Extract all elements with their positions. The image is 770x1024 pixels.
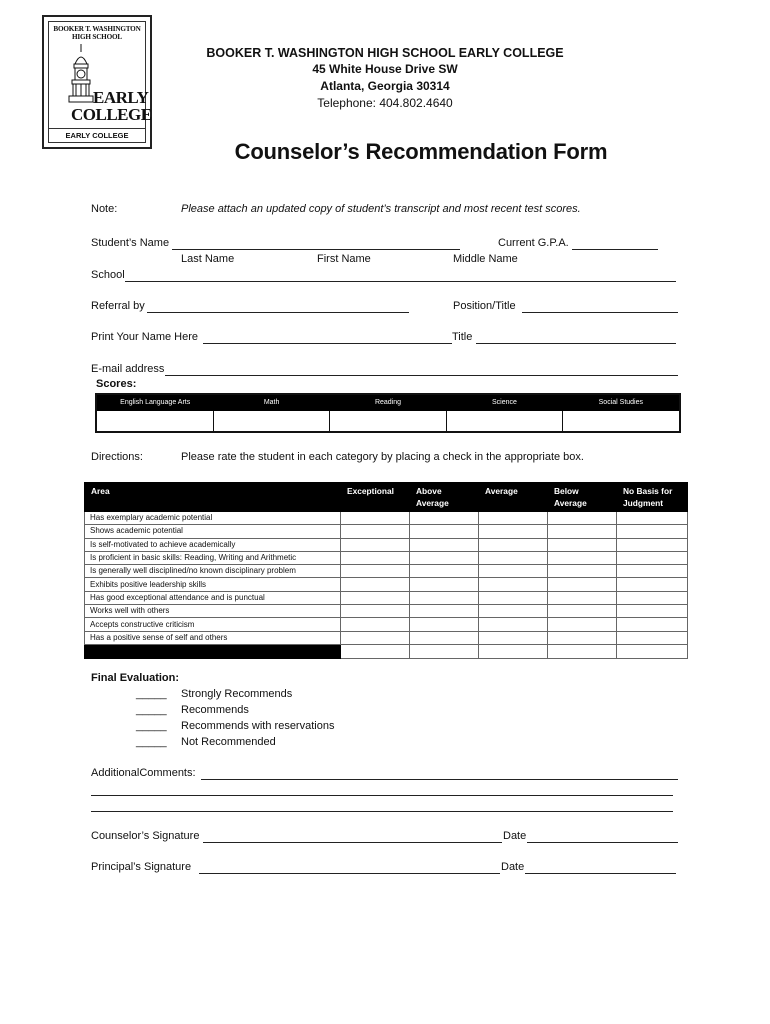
comments-line-3[interactable] (91, 811, 673, 812)
rating-check-average[interactable] (479, 631, 548, 644)
rating-check-average[interactable] (479, 538, 548, 551)
table-row (85, 578, 688, 591)
first-name-label: First Name (317, 253, 371, 265)
gpa-field[interactable] (572, 249, 658, 250)
logo-early: EARLY (93, 88, 149, 107)
logo-top-text: BOOKER T. WASHINGTON HIGH SCHOOL (53, 25, 141, 41)
rating-check-above-average[interactable] (410, 551, 479, 564)
scores-col-reading: Reading (374, 399, 402, 406)
header-above-average: Above Average (410, 483, 479, 512)
rating-check-no-basis[interactable] (617, 591, 688, 604)
student-name-label: Student’s Name (91, 237, 170, 249)
blank-check-above-average[interactable] (410, 644, 479, 658)
form-title: Counselor’s Recommendation Form (234, 139, 608, 164)
table-row (85, 618, 688, 631)
rating-check-below-average[interactable] (548, 578, 617, 591)
table-row (85, 631, 688, 644)
table-row (85, 538, 688, 551)
print-name-field[interactable] (203, 343, 452, 344)
student-name-field[interactable] (172, 249, 460, 250)
rating-check-exceptional[interactable] (341, 591, 410, 604)
rating-check-above-average[interactable] (410, 565, 479, 578)
school-city: Atlanta, Georgia 30314 (320, 79, 450, 93)
rating-check-exceptional[interactable] (341, 565, 410, 578)
header-area: Area (85, 483, 341, 512)
final-blank-1[interactable]: _____ (136, 688, 167, 700)
header-no-basis: No Basis for Judgment (617, 483, 688, 512)
rating-check-average[interactable] (479, 551, 548, 564)
rating-check-no-basis[interactable] (617, 605, 688, 618)
rating-check-above-average[interactable] (410, 512, 479, 525)
science-score-cell[interactable] (446, 411, 563, 433)
rating-area-label: Accepts constructive criticism (85, 618, 341, 631)
email-label: E-mail address (91, 363, 165, 375)
rating-check-below-average[interactable] (548, 512, 617, 525)
rating-check-average[interactable] (479, 605, 548, 618)
option-recommends-with-reservations: Recommends with reservations (181, 720, 335, 732)
rating-check-no-basis[interactable] (617, 565, 688, 578)
rating-check-above-average[interactable] (410, 591, 479, 604)
principal-signature-field[interactable] (199, 873, 500, 874)
rating-check-no-basis[interactable] (617, 538, 688, 551)
rating-check-no-basis[interactable] (617, 551, 688, 564)
scores-col-social-studies: Social Studies (598, 399, 643, 406)
final-blank-3[interactable]: _____ (136, 720, 167, 732)
final-blank-2[interactable]: _____ (136, 704, 167, 716)
table-row (85, 605, 688, 618)
rating-check-average[interactable] (479, 512, 548, 525)
rating-check-average[interactable] (479, 578, 548, 591)
rating-check-no-basis[interactable] (617, 631, 688, 644)
option-recommends: Recommends (181, 704, 249, 716)
directions-label: Directions: (91, 451, 143, 463)
school-phone: Telephone: 404.802.4640 (317, 96, 453, 110)
rating-check-no-basis[interactable] (617, 525, 688, 538)
rating-check-no-basis[interactable] (617, 618, 688, 631)
rating-check-average[interactable] (479, 591, 548, 604)
table-row (85, 525, 688, 538)
rating-check-above-average[interactable] (410, 631, 479, 644)
rating-check-above-average[interactable] (410, 525, 479, 538)
rating-check-no-basis[interactable] (617, 578, 688, 591)
counselor-signature-field[interactable] (203, 842, 502, 843)
position-field[interactable] (522, 312, 678, 313)
rating-area-label: Has a positive sense of self and others (85, 631, 341, 644)
math-score-cell[interactable] (213, 411, 330, 433)
scores-header-row (97, 395, 679, 411)
rating-check-below-average[interactable] (548, 591, 617, 604)
final-evaluation-label: Final Evaluation: (91, 672, 180, 684)
social-studies-score-cell[interactable] (562, 411, 679, 433)
rating-area-label: Works well with others (85, 605, 341, 618)
logo-bottom-text: EARLY COLLEGE (49, 128, 145, 140)
rating-check-below-average[interactable] (548, 525, 617, 538)
rating-check-below-average[interactable] (548, 618, 617, 631)
scores-col-science: Science (491, 399, 517, 406)
rating-area-label: Has good exceptional attendance and is punctual (85, 591, 341, 604)
rating-header-row (85, 483, 688, 512)
rating-check-below-average[interactable] (548, 631, 617, 644)
note-label: Note: (91, 203, 118, 215)
counselor-signature-label: Counselor’s Signature (91, 830, 200, 842)
title-label: Title (452, 331, 473, 343)
rating-check-exceptional[interactable] (341, 631, 410, 644)
table-row-blank (85, 644, 688, 658)
blank-area-cell (85, 644, 341, 658)
rating-check-average[interactable] (479, 525, 548, 538)
directions-text: Please rate the student in each category by placing a check in the appropriate box. (181, 451, 584, 463)
scores-entry-row (97, 411, 679, 433)
rating-check-exceptional[interactable] (341, 605, 410, 618)
last-name-label: Last Name (181, 253, 235, 265)
rating-check-above-average[interactable] (410, 605, 479, 618)
table-row (85, 551, 688, 564)
rating-area-label: Is generally well disciplined/no known disciplinary problem (85, 565, 341, 578)
counselor-date-label: Date (503, 830, 527, 842)
principal-date-label: Date (501, 861, 525, 873)
rating-check-exceptional[interactable] (341, 618, 410, 631)
header-below-average: Below Average (548, 483, 617, 512)
rating-area-label: Shows academic potential (85, 525, 341, 538)
title-field[interactable] (476, 343, 676, 344)
comments-line-2[interactable] (91, 795, 673, 796)
blank-check-exceptional[interactable] (341, 644, 410, 658)
rating-check-exceptional[interactable] (341, 512, 410, 525)
scores-label: Scores: (96, 378, 137, 390)
referral-field[interactable] (147, 312, 409, 313)
rating-check-below-average[interactable] (548, 565, 617, 578)
comments-line-1[interactable] (201, 779, 678, 780)
rating-check-exceptional[interactable] (341, 525, 410, 538)
blank-check-no-basis[interactable] (617, 644, 688, 658)
blank-check-average[interactable] (479, 644, 548, 658)
referral-label: Referral by (91, 300, 145, 312)
position-label: Position/Title (453, 300, 516, 312)
rating-area-label: Is proficient in basic skills: Reading, Writing and Arithmetic (85, 551, 341, 564)
school-field[interactable] (125, 281, 676, 282)
rating-check-above-average[interactable] (410, 578, 479, 591)
rating-check-exceptional[interactable] (341, 538, 410, 551)
gpa-label: Current G.P.A. (498, 237, 569, 249)
principal-signature-label: Principal’s Signature (91, 861, 192, 873)
principal-date-field[interactable] (525, 873, 676, 874)
comments-label: AdditionalComments: (91, 767, 196, 779)
scores-col-ela: English Language Arts (120, 399, 191, 406)
email-field[interactable] (165, 375, 678, 376)
reading-score-cell[interactable] (329, 411, 446, 433)
option-not-recommended: Not Recommended (181, 736, 276, 748)
final-blank-4[interactable]: _____ (136, 736, 167, 748)
rating-table (84, 482, 688, 659)
scores-col-math: Math (263, 399, 280, 406)
rating-check-exceptional[interactable] (341, 578, 410, 591)
option-strongly-recommends: Strongly Recommends (181, 688, 293, 700)
rating-check-above-average[interactable] (410, 618, 479, 631)
rating-area-label: Has exemplary academic potential (85, 512, 341, 525)
note-text: Please attach an updated copy of student’s transcript and most recent test scores. (181, 203, 581, 215)
scores-table (95, 393, 681, 433)
table-row (85, 565, 688, 578)
rating-check-below-average[interactable] (548, 538, 617, 551)
counselor-date-field[interactable] (527, 842, 678, 843)
rating-check-no-basis[interactable] (617, 512, 688, 525)
table-row (85, 512, 688, 525)
ela-score-cell[interactable] (97, 411, 213, 433)
rating-check-below-average[interactable] (548, 551, 617, 564)
rating-area-label: Exhibits positive leadership skills (85, 578, 341, 591)
rating-check-above-average[interactable] (410, 538, 479, 551)
print-name-label: Print Your Name Here (91, 331, 198, 343)
school-name: BOOKER T. WASHINGTON HIGH SCHOOL EARLY COLLEGE (206, 46, 564, 60)
school-label: School (91, 269, 125, 281)
rating-check-exceptional[interactable] (341, 551, 410, 564)
school-address: 45 White House Drive SW (312, 62, 458, 76)
rating-area-label: Is self-motivated to achieve academically (85, 538, 341, 551)
rating-check-average[interactable] (479, 565, 548, 578)
blank-check-below-average[interactable] (548, 644, 617, 658)
header-exceptional: Exceptional (341, 483, 410, 512)
header-average: Average (479, 483, 548, 512)
rating-check-below-average[interactable] (548, 605, 617, 618)
rating-check-average[interactable] (479, 618, 548, 631)
table-row (85, 591, 688, 604)
middle-name-label: Middle Name (453, 253, 518, 265)
logo-college: COLLEGE (71, 105, 152, 124)
